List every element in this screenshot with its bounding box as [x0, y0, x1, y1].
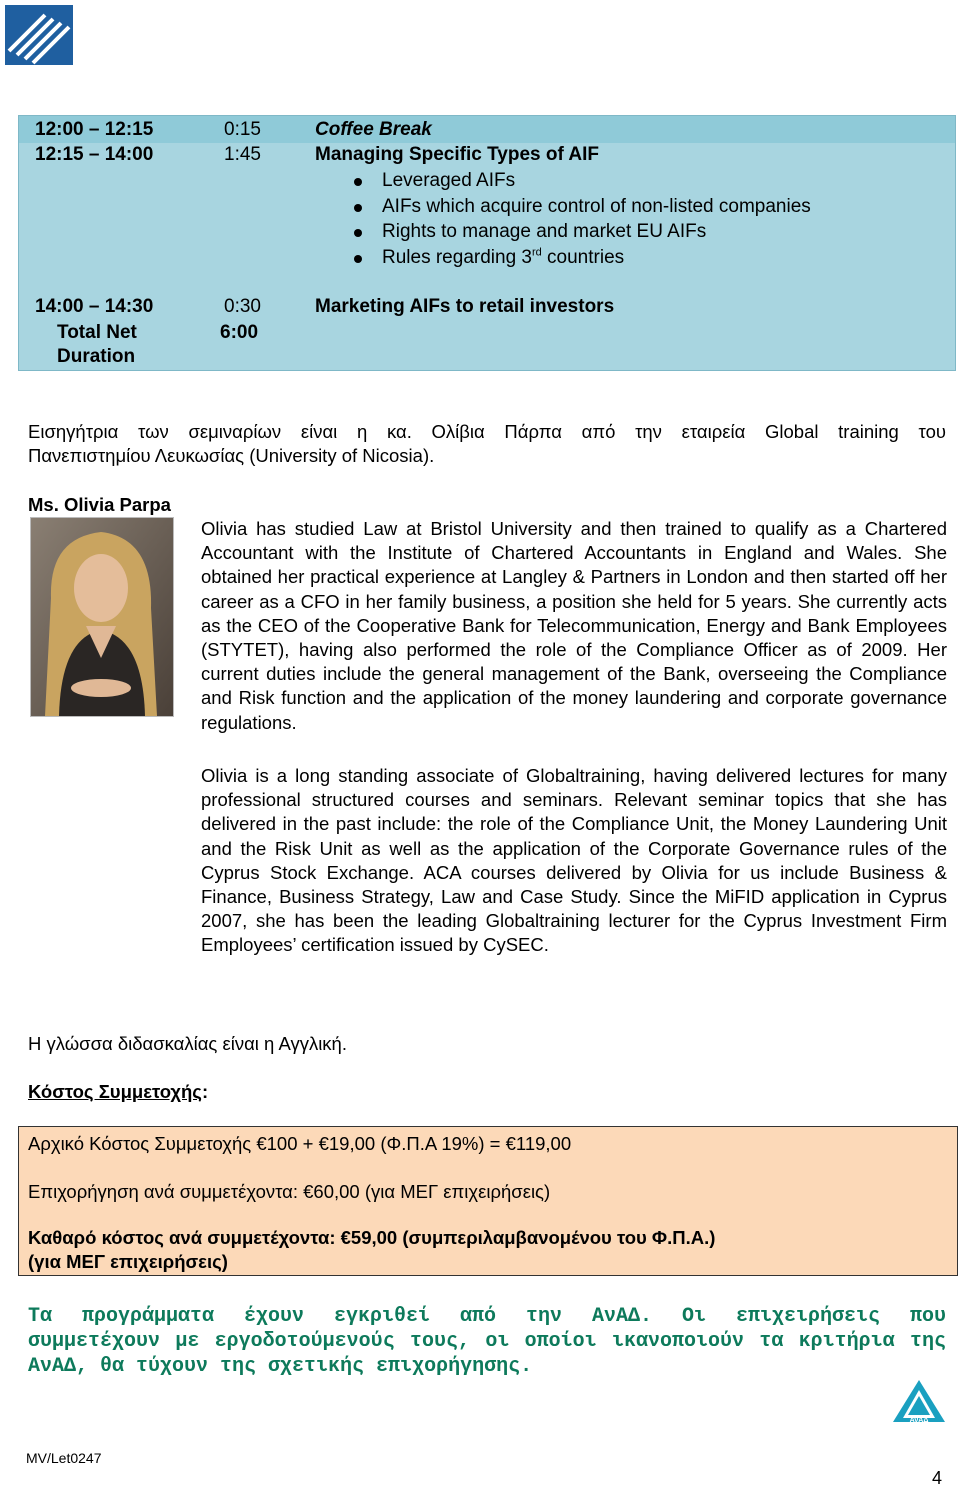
- row2-topic: Managing Specific Types of AIF: [315, 144, 599, 165]
- speaker-photo: [30, 517, 174, 717]
- speaker-bio-paragraph-1: Olivia has studied Law at Bristol University and then trained to qualify as a Chartered Accountant with the Institute of Chartered Accountants in England and Wales. She obtained her practical experience at Langley & Partners in London and then started off her career as a CFO in her family business, a position she held for 5 years. She currently acts as the CEO of the Cooperative Bank for Telecommunication, Energy and Bank Employees (STYTET), having also performed the role of the Compliance Officer as of 2009. Her current duties include the general management of the Bank, overseeing the Compliance and Risk function and the application of the money laundering and corporate governance regulations.: [201, 518, 947, 733]
- approval-line-2: συμμετέχουν με εργοδοτούμενούς τους, οι οποίοι ικανοποιούν τα κριτήρια της: [28, 1330, 946, 1353]
- total-net-duration-value: 6:00: [220, 322, 259, 343]
- row1-topic: Coffee Break: [315, 119, 432, 140]
- schedule-table: [18, 115, 956, 371]
- anad-logo-text: ΑνΑΔ: [909, 1417, 929, 1424]
- cost-net-note: (για ΜΕΓ επιχειρήσεις): [28, 1251, 228, 1272]
- row3-time: 14:00 – 14:30: [35, 296, 154, 317]
- bullet-icon: [354, 204, 362, 212]
- speaker-name: Ms. Olivia Parpa: [28, 494, 171, 515]
- row2-bullet-2: AIFs which acquire control of non-listed companies: [382, 196, 811, 217]
- cost-box: [18, 1126, 958, 1276]
- row1-time: 12:00 – 12:15: [35, 119, 154, 140]
- duration-label: Duration: [57, 346, 136, 367]
- language-note: Η γλώσσα διδασκαλίας είναι η Αγγλική.: [28, 1033, 347, 1054]
- cost-initial: Αρχικό Κόστος Συμμετοχής €100 + €19,00 (Φ.Π.Α 19%) = €119,00: [28, 1133, 572, 1154]
- speaker-bio-paragraph-2: Olivia is a long standing associate of Globaltraining, having delivered lectures for many professional structured courses and seminars. Relevant seminar topics that she has delivered in the past include: the role of the Compliance Unit, the Money Laundering Unit and the Risk Unit as well as the application of the Corporate Governance rules of the Cyprus Stock Exchange. ACA courses delivered by Olivia for us include Business & Finance, Business Strategy, Law and Case Study. Since the MiFID application in Cyprus 2007, she has been the leading Globaltraining lecturer for the Cyprus Investment Firm Employees’ certification issued by CySEC.: [201, 765, 947, 956]
- cost-subsidy: Επιχορήγηση ανά συμμετέχοντα: €60,00 (για ΜΕΓ επιχειρήσεις): [28, 1181, 551, 1202]
- row2-bullet-4: Rules regarding 3rd countries: [382, 246, 625, 268]
- row3-duration: 0:30: [224, 296, 261, 317]
- company-logo: [5, 5, 73, 65]
- page-number: 4: [932, 1468, 943, 1488]
- bullet-icon: [354, 178, 362, 186]
- row2-bullet-3: Rights to manage and market EU AIFs: [382, 221, 707, 242]
- cost-heading: Κόστος Συμμετοχής:: [28, 1081, 209, 1102]
- cost-net: Καθαρό κόστος ανά συμμετέχοντα: €59,00 (συμπεριλαμβανομένου του Φ.Π.Α.): [28, 1227, 716, 1248]
- document-code: MV/Let0247: [26, 1450, 102, 1466]
- row2-bullet-1: Leveraged AIFs: [382, 170, 516, 191]
- approval-line-1: Τα προγράμματα έχουν εγκριθεί από την ΑνΑΔ. Οι επιχειρήσεις που: [28, 1305, 946, 1328]
- anad-logo: [891, 1378, 947, 1424]
- approval-line-3: ΑνΑΔ, θα τύχουν της σχετικής επιχορήγησης.: [28, 1355, 533, 1378]
- bullet-icon: [354, 255, 362, 263]
- row2-time: 12:15 – 14:00: [35, 144, 154, 165]
- row2-duration: 1:45: [224, 144, 261, 165]
- bullet-icon: [354, 229, 362, 237]
- intro-line-2: Πανεπιστημίου Λευκωσίας (University of Nicosia).: [28, 445, 435, 466]
- coffee-break-row-highlight: [19, 116, 955, 143]
- row1-duration: 0:15: [224, 119, 261, 140]
- total-net-label: Total Net: [57, 322, 137, 343]
- intro-line-1: Εισηγήτρια των σεμιναρίων είναι η κα. Ολίβια Πάρπα από την εταιρεία Global training του: [28, 421, 946, 442]
- row3-topic: Marketing AIFs to retail investors: [315, 296, 615, 317]
